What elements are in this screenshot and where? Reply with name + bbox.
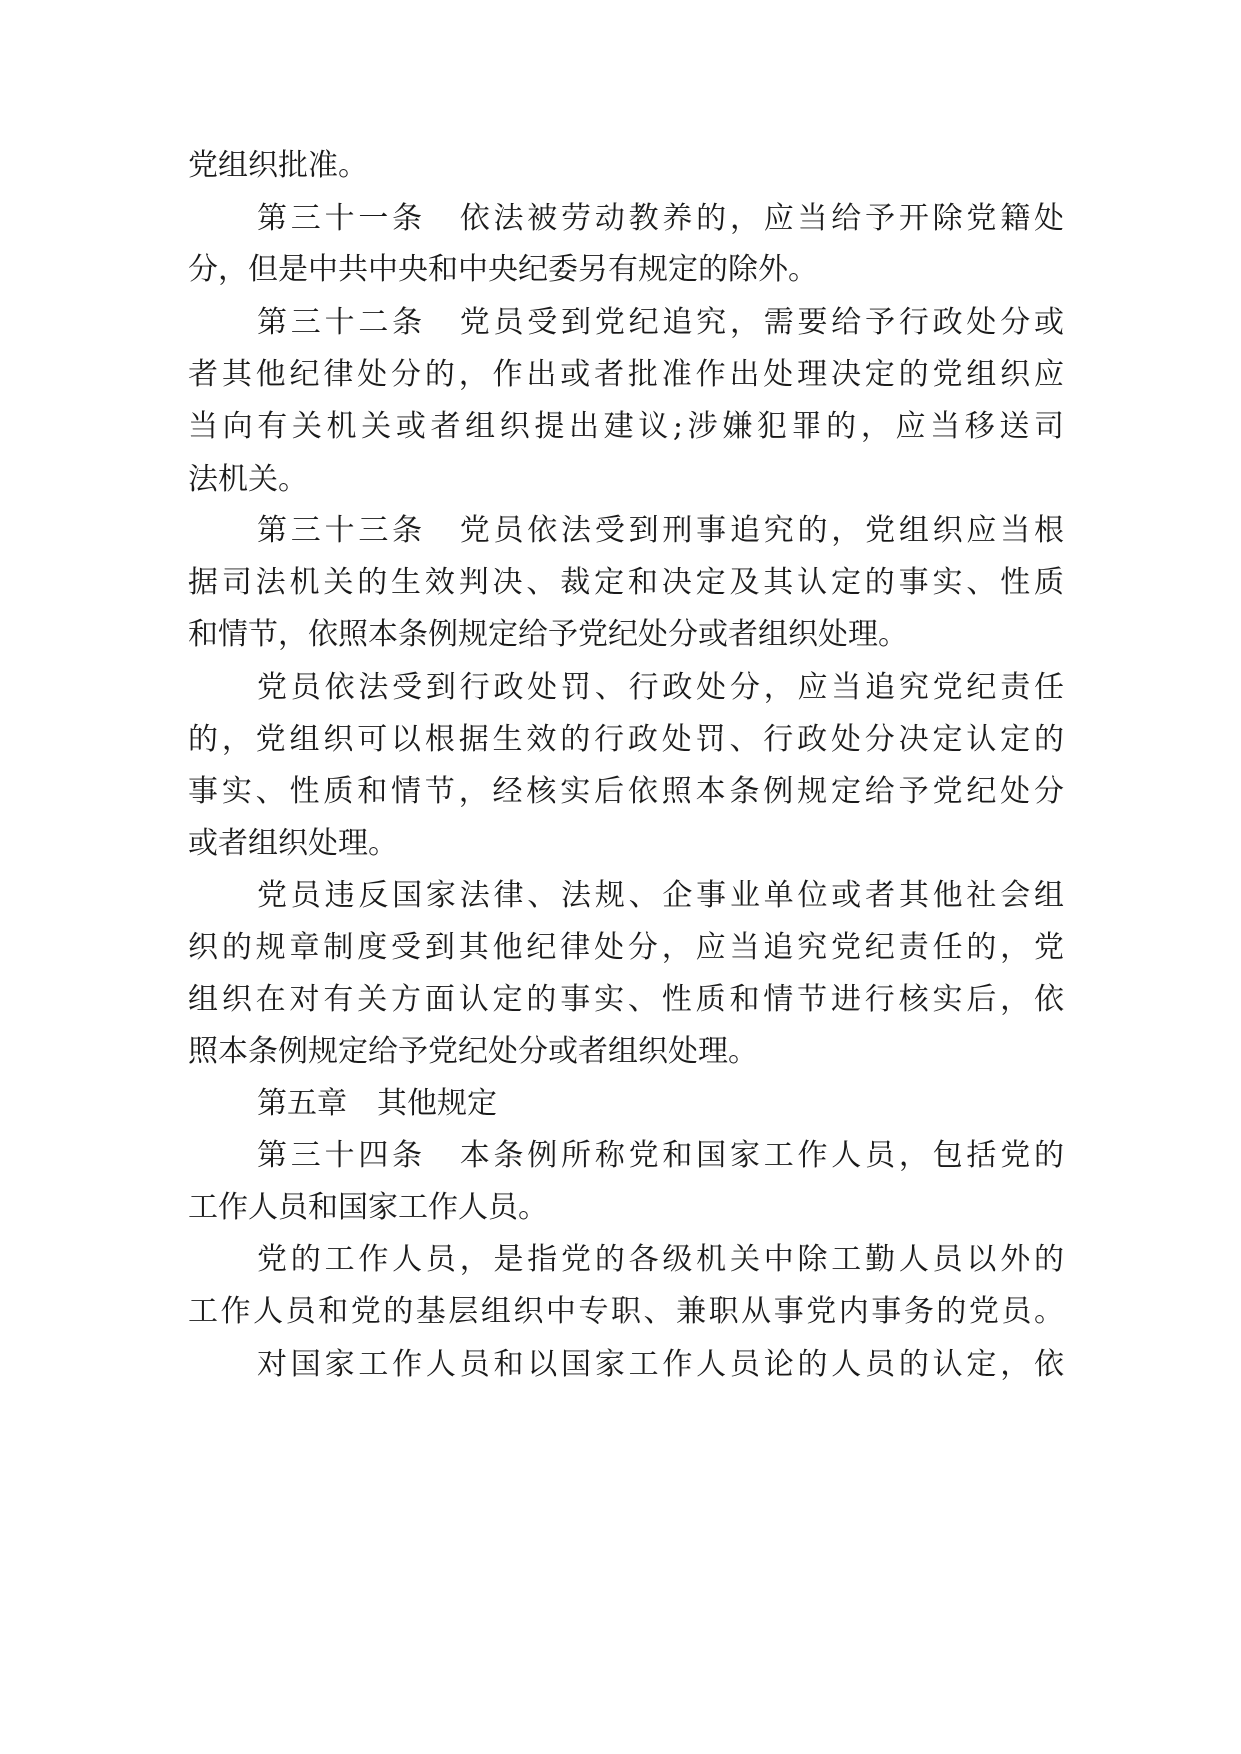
- text-line: 分，但是中共中央和中央纪委另有规定的除外。: [188, 252, 818, 287]
- text-line: 法机关。: [188, 462, 308, 497]
- text-line: 或者组织处理。: [188, 826, 398, 861]
- text-line: 对国家工作人员和以国家工作人员论的人员的认定，依: [257, 1347, 1064, 1382]
- text-line: 照本条例规定给予党纪处分或者组织处理。: [188, 1034, 758, 1069]
- text-line: 当向有关机关或者组织提出建议;涉嫌犯罪的，应当移送司: [188, 409, 1064, 444]
- text-line: 工作人员和党的基层组织中专职、兼职从事党内事务的党员。: [188, 1294, 1064, 1329]
- text-line: 党组织批准。: [188, 148, 368, 183]
- text-line: 党员依法受到行政处罚、行政处分，应当追究党纪责任: [257, 670, 1064, 705]
- text-line: 第三十四条 本条例所称党和国家工作人员，包括党的: [257, 1138, 1064, 1173]
- text-line: 工作人员和国家工作人员。: [188, 1190, 548, 1225]
- text-line: 第三十一条 依法被劳动教养的，应当给予开除党籍处: [257, 201, 1064, 236]
- text-line: 事实、性质和情节，经核实后依照本条例规定给予党纪处分: [188, 774, 1064, 809]
- text-line: 织的规章制度受到其他纪律处分，应当追究党纪责任的，党: [188, 930, 1064, 965]
- text-line: 党的工作人员，是指党的各级机关中除工勤人员以外的: [257, 1242, 1064, 1277]
- text-line: 第三十三条 党员依法受到刑事追究的，党组织应当根: [257, 513, 1064, 548]
- text-line: 据司法机关的生效判决、裁定和决定及其认定的事实、性质: [188, 565, 1064, 600]
- text-line: 的，党组织可以根据生效的行政处罚、行政处分决定认定的: [188, 722, 1064, 757]
- text-line: 第三十二条 党员受到党纪追究，需要给予行政处分或: [257, 305, 1064, 340]
- text-line: 和情节，依照本条例规定给予党纪处分或者组织处理。: [188, 617, 908, 652]
- chapter-heading: 第五章 其他规定: [257, 1086, 497, 1121]
- text-line: 党员违反国家法律、法规、企事业单位或者其他社会组: [257, 878, 1064, 913]
- text-line: 组织在对有关方面认定的事实、性质和情节进行核实后，依: [188, 982, 1064, 1017]
- text-line: 者其他纪律处分的，作出或者批准作出处理决定的党组织应: [188, 357, 1064, 392]
